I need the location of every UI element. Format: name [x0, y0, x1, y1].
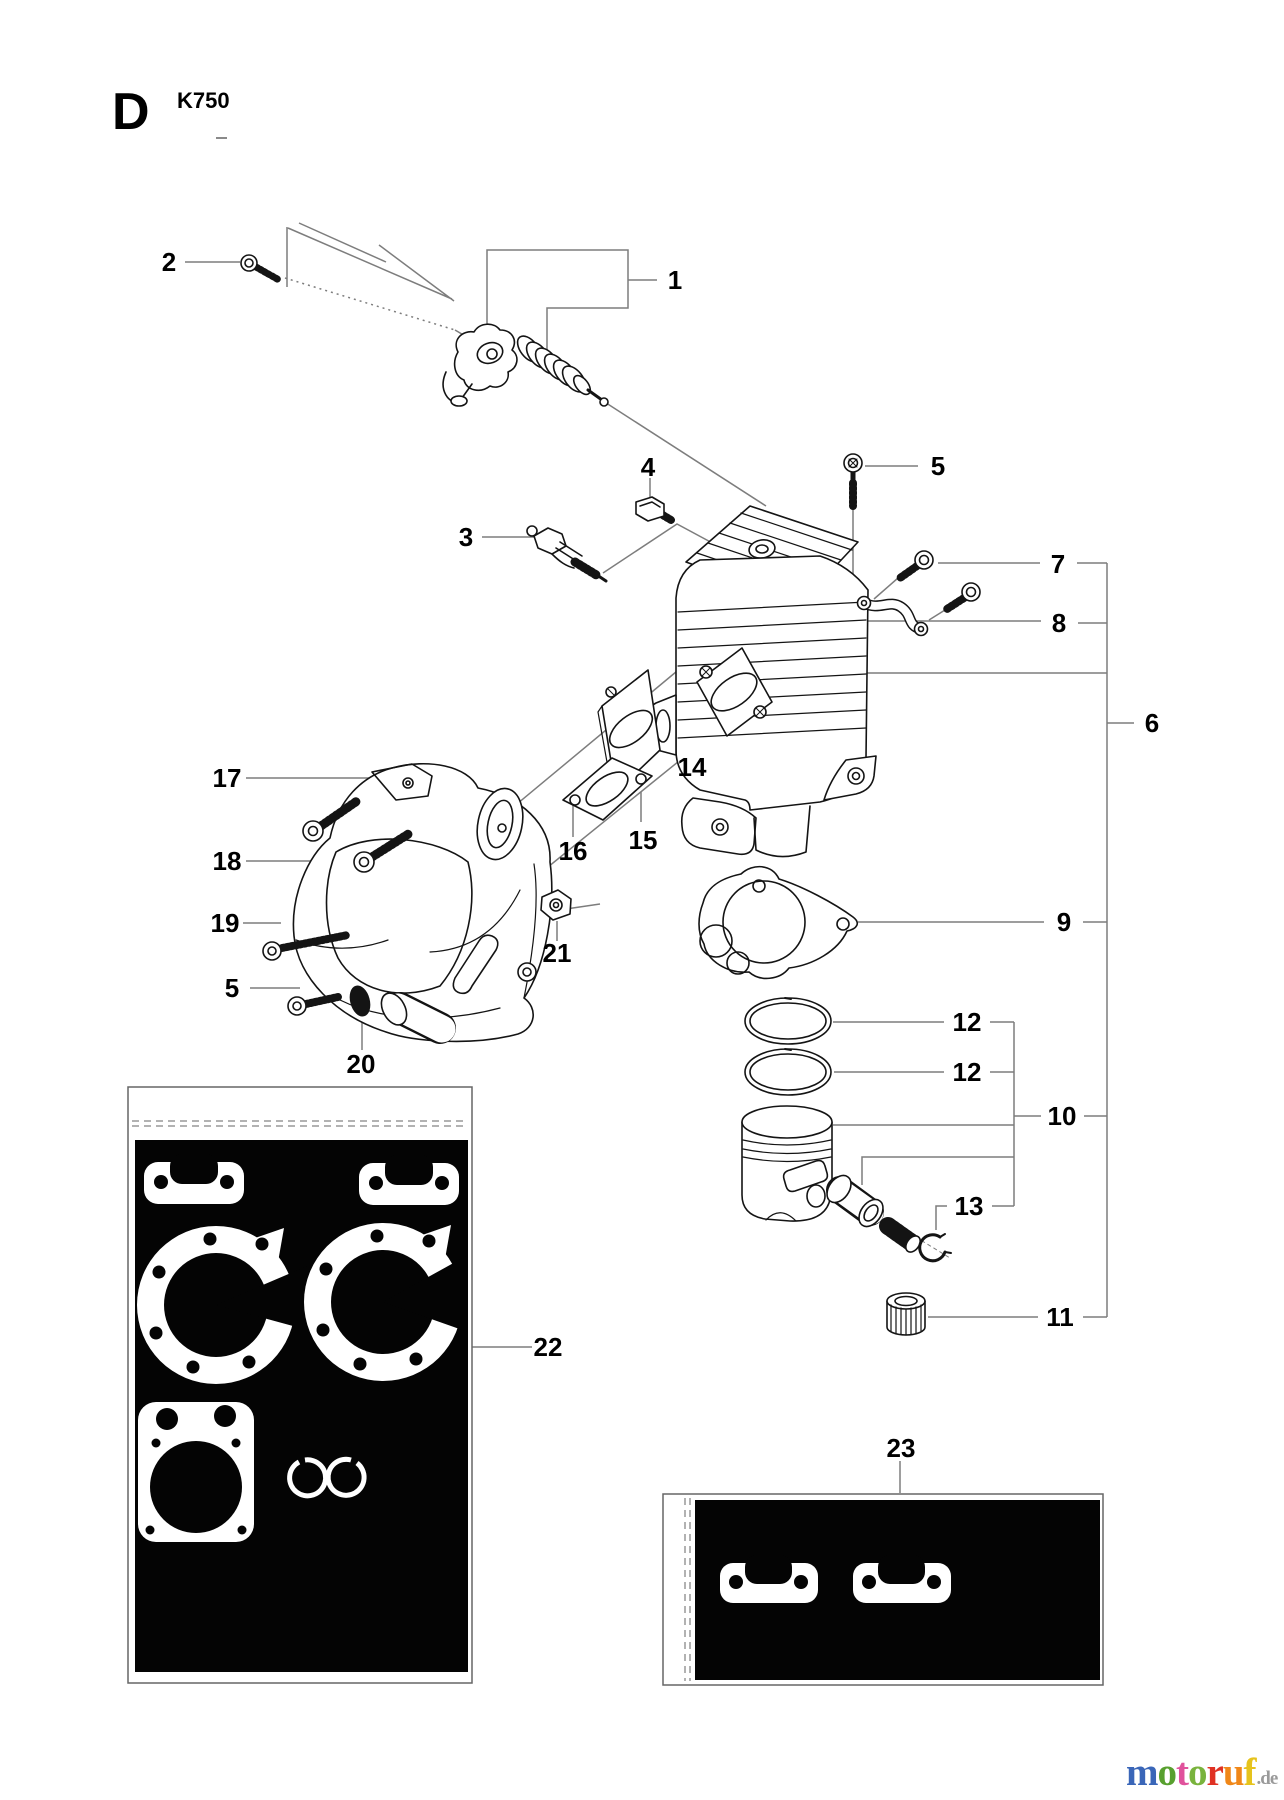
part-screw-8: [947, 583, 980, 609]
callout-20: 20: [346, 1049, 376, 1079]
part-plug-4: [636, 497, 671, 521]
callout-9: 9: [1056, 907, 1072, 937]
callout-13: 13: [954, 1191, 984, 1221]
callout-11: 11: [1046, 1302, 1074, 1332]
callout-22: 22: [533, 1332, 563, 1362]
callout-8: 8: [1051, 608, 1067, 638]
section-letter: D: [112, 83, 150, 141]
callout-5: 5: [224, 973, 240, 1003]
callout-16: 16: [558, 836, 588, 866]
callout-2: 2: [161, 247, 177, 277]
callout-1: 1: [667, 265, 683, 295]
callout-19: 19: [210, 908, 240, 938]
logo-letter: u: [1222, 1751, 1244, 1794]
callout-15: 15: [628, 825, 658, 855]
callout-5: 5: [930, 451, 946, 481]
callout-23: 23: [886, 1433, 916, 1463]
part-wrist-pin: [822, 1171, 888, 1231]
kit-box-23: [663, 1494, 1103, 1685]
callout-4: 4: [640, 452, 656, 482]
logo-letter: r: [1206, 1751, 1223, 1794]
part-screw-5-cylinder: [844, 454, 862, 506]
part-cylinder: [650, 506, 876, 857]
part-screw-7: [900, 551, 933, 578]
part-screw-5-muffler: [288, 997, 338, 1015]
logo-letter: t: [1176, 1751, 1188, 1794]
callout-18: 18: [212, 846, 242, 876]
motoruf-wordmark: [1126, 1753, 1256, 1792]
logo-letter: m: [1126, 1751, 1158, 1794]
logo-letter: o: [1157, 1751, 1176, 1794]
part-circlip-13: [920, 1234, 951, 1261]
part-screw-2: [241, 255, 279, 280]
callout-6: 6: [1144, 708, 1160, 738]
logo-letter: f: [1243, 1751, 1256, 1794]
callout-21: 21: [542, 938, 572, 968]
part-gasket-9: [699, 867, 857, 979]
part-spring: [513, 332, 608, 406]
callout-10: 10: [1047, 1101, 1077, 1131]
callout-3: 3: [458, 522, 474, 552]
part-needle-bearing-11: [887, 1293, 925, 1335]
callout-7: 7: [1050, 549, 1066, 579]
motoruf-watermark-logo[interactable]: [1126, 1753, 1277, 1792]
part-bearing-cage: [888, 1226, 923, 1255]
part-spark-plug: [527, 526, 606, 581]
part-piston-ring-12a: [745, 998, 831, 1044]
callout-12: 12: [952, 1007, 982, 1037]
callout-14: 14: [677, 752, 707, 782]
model-dash: [216, 137, 227, 139]
part-piston-10: [742, 1106, 832, 1221]
part-valve-clamp: [443, 324, 517, 406]
motoruf-domain-suffix: .de: [1256, 1768, 1278, 1790]
model-code: K750: [177, 88, 230, 113]
part-piston-ring-12b: [745, 1049, 831, 1095]
callout-17: 17: [212, 763, 242, 793]
callout-12: 12: [952, 1057, 982, 1087]
logo-letter: o: [1188, 1751, 1207, 1794]
kit-box-22: [128, 1087, 472, 1683]
